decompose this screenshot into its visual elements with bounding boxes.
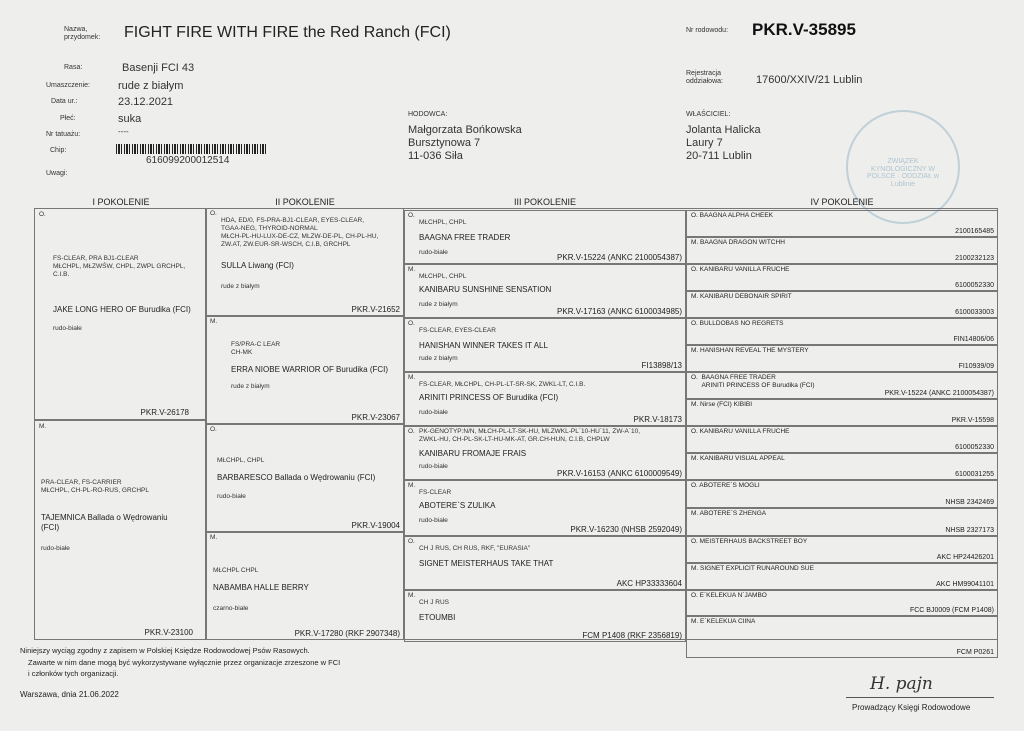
gen1-dam xyxy=(34,420,206,640)
gen-header-3: III POKOLENIE xyxy=(513,197,577,207)
registration-number: 6100052330 xyxy=(955,444,994,451)
gen3-cell-1 xyxy=(404,210,686,264)
gen3-cell-6 xyxy=(404,480,686,536)
registration-value: 17600/XXIV/21 Lublin xyxy=(756,74,863,86)
owner-name: Jolanta Halicka xyxy=(686,124,761,136)
gen-header-4: IV POKOLENIE xyxy=(810,197,874,207)
gen2-cell-3 xyxy=(206,424,404,532)
dog-name: M. KANIBARU VISUAL APPEAL xyxy=(691,455,785,462)
sex-marker: M. xyxy=(408,266,416,273)
breeder-street: Bursztynowa 7 xyxy=(408,137,481,149)
gen4-cell-3 xyxy=(686,264,998,291)
dog-name: M. Nirse (FCI) KIBIBI xyxy=(691,401,753,408)
dog-name: O. KANIBARU VANILLA FRUCHE xyxy=(691,266,790,273)
sex-marker: O. xyxy=(408,538,415,545)
registration-number: PKR.V-15224 (ANKC 2100054387) xyxy=(557,253,682,262)
registration-number: PKR.V-26178 xyxy=(140,408,189,417)
gen4-cell-6 xyxy=(686,345,998,372)
dog-name: M. ABOTERE`S ZHENGA xyxy=(691,510,767,517)
registration-number: 6100031255 xyxy=(955,471,994,478)
dog-name: KANIBARU SUNSHINE SENSATION xyxy=(419,285,552,294)
registration-number: FCM P1408 (RKF 2356819) xyxy=(582,631,682,640)
titles: MŁCHPL CHPL xyxy=(213,567,259,574)
dog-name: JAKE LONG HERO OF Burudika (FCI) xyxy=(53,305,191,314)
dog-name: BAAGNA FREE TRADER xyxy=(419,233,511,242)
registration-number: PKR.V-23100 xyxy=(144,628,193,637)
dog-name: SULLA Liwang (FCI) xyxy=(221,261,294,270)
titles: CH J RUS, CH RUS, RKF, "EURASIA" xyxy=(419,545,531,552)
dog-color: rudo-białe xyxy=(41,545,70,552)
gen4-cell-4 xyxy=(686,291,998,318)
coat-value: rude z białym xyxy=(118,80,184,92)
registration-number: PKR.V-18173 xyxy=(633,415,682,424)
dog-color: rudo-białe xyxy=(419,249,448,256)
registration-number: AKC HM99041101 xyxy=(936,581,994,588)
dog-color: rude z białym xyxy=(221,283,260,290)
gen4-cell-15 xyxy=(686,590,998,616)
dog-name: O. E`KELEKUA N`JAMBO xyxy=(691,592,767,599)
titles: FS-CLEAR, PRA BJ1-CLEAR MŁCHPL, MŁZWŚW, CHPL, ZWPL GRCHPL, C.I.B. xyxy=(53,255,186,279)
registration-number: PKR.V-16230 (NHSB 2592049) xyxy=(570,525,682,534)
registration-number: PKR.V-21652 xyxy=(351,305,400,314)
dog-name: FIGHT FIRE WITH FIRE the Red Ranch (FCI) xyxy=(124,24,451,41)
dog-name: TAJEMNICA Ballada o Wędrowaniu (FCI) xyxy=(41,513,168,533)
tattoo-label: Nr tatuażu: xyxy=(46,131,81,138)
dog-name: BARBARESCO Ballada o Wędrowaniu (FCI) xyxy=(217,473,376,482)
dog-name: HANISHAN WINNER TAKES IT ALL xyxy=(419,341,548,350)
registration-number: FCC BJ0009 (FCM P1408) xyxy=(909,607,994,614)
breed-label: Rasa: xyxy=(64,64,83,71)
titles: MŁCHPL, CHPL xyxy=(217,457,265,464)
gen4-cell-14 xyxy=(686,563,998,590)
gen-header-1: I POKOLENIE xyxy=(92,197,150,207)
signature-line xyxy=(846,697,994,698)
titles: PRA-CLEAR, FS-CARRIER MŁCHPL, CH-PL-RO-RUS, GRCHPL xyxy=(41,479,149,495)
breeder-city: 11-036 Siła xyxy=(408,150,463,162)
registration-label: Rejestracja oddziałowa: xyxy=(686,70,723,86)
owner-city: 20-711 Lublin xyxy=(686,150,752,162)
sex-value: suka xyxy=(118,113,142,125)
gen4-cell-5 xyxy=(686,318,998,345)
dob-label: Data ur.: xyxy=(51,98,78,105)
dog-name: ETOUMBI xyxy=(419,613,456,622)
dog-color: rudo-białe xyxy=(419,463,448,470)
gen3-cell-3 xyxy=(404,318,686,372)
tattoo-value: ---- xyxy=(118,127,129,136)
titles: HDA, ED/0, FS-PRA-BJ1-CLEAR, EYES-CLEAR, TGAA-NEG, THYROID-NORMAL MŁCH-PL-HU-LUX-DE-CZ, MLZW-DE-PL, CH-PL-HU, ZW.AT, ZW.EUR-SR-WSCH, C.I.B, GRCHPL xyxy=(221,217,379,249)
gen4-cell-16 xyxy=(686,616,998,658)
registration-number: FCM P0261 xyxy=(956,649,994,656)
dog-name-label: Nazwa, przydomek: xyxy=(64,26,101,42)
gen2-cell-1 xyxy=(206,208,404,316)
gen4-cell-1 xyxy=(686,210,998,237)
dog-color: rudo-białe xyxy=(419,517,448,524)
gen4-cell-12 xyxy=(686,508,998,536)
sex-marker: O. xyxy=(408,320,415,327)
dog-name: M. SIGNET EXPLICIT RUNAROUND SUE xyxy=(691,565,814,572)
gen3-cell-5 xyxy=(404,426,686,480)
pedigree-number: PKR.V-35895 xyxy=(752,20,856,39)
registration-number: FIN14806/06 xyxy=(953,336,994,343)
gen4-cell-9 xyxy=(686,426,998,453)
titles: FS/PRA-C LEAR CH-MK xyxy=(231,341,281,357)
gen4-cell-2 xyxy=(686,237,998,264)
stamp-text: ZWIĄZEK KYNOLOGICZNY W POLSCE · ODDZIAŁ w Lublinie xyxy=(867,158,939,189)
dob-value: 23.12.2021 xyxy=(118,96,174,108)
signer-role: Prowadzący Księgi Rodowodowe xyxy=(852,703,971,712)
statement-line-2: Zawarte w nim dane mogą być wykorzystywane wyłącznie przez organizacje zrzeszone w FCI xyxy=(28,658,341,667)
place-date: Warszawa, dnia 21.06.2022 xyxy=(20,690,119,699)
sex-marker: M. xyxy=(408,482,416,489)
dog-color: rudo-białe xyxy=(53,325,82,332)
registration-number: AKC HP24426201 xyxy=(936,554,994,561)
registration-number: PKR.V-19004 xyxy=(351,521,400,530)
dog-color: czarno-białe xyxy=(213,605,249,612)
dog-name: O. ABOTERE`S MOGLI xyxy=(691,482,760,489)
dog-color: rudo-białe xyxy=(217,493,246,500)
coat-label: Umaszczenie: xyxy=(46,82,90,89)
titles: CH J RUS xyxy=(419,599,449,606)
titles: MŁCHPL, CHPL xyxy=(419,219,467,226)
dog-name: O. BULLDOBAS NO REGRETS xyxy=(691,320,784,327)
registration-number: PKR.V-15224 (ANKC 2100054387) xyxy=(884,390,994,397)
statement-line-3: i członków tych organizacji. xyxy=(28,669,119,678)
statement-line-1: Niniejszy wyciąg zgodny z zapisem w Polskiej Księdze Rodowodowej Psów Rasowych. xyxy=(20,646,310,655)
notes-label: Uwagi: xyxy=(46,170,68,177)
dog-name: NABAMBA HALLE BERRY xyxy=(213,583,309,592)
dog-color: rudo-białe xyxy=(419,409,448,416)
gen3-cell-8 xyxy=(404,590,686,642)
dog-name: M. KANIBARU DEBONAIR SPIRIT xyxy=(691,293,792,300)
registration-number: 6100033003 xyxy=(955,309,994,316)
gen3-cell-4 xyxy=(404,372,686,426)
breeder-label: HODOWCA: xyxy=(408,111,448,118)
dog-name: O. MEISTERHAUS BACKSTREET BOY xyxy=(691,538,808,545)
chip-label: Chip: xyxy=(50,147,67,154)
dog-name: O. KANIBARU VANILLA FRUCHE xyxy=(691,428,790,435)
gen2-cell-4 xyxy=(206,532,404,640)
gen4-cell-7 xyxy=(686,372,998,399)
dog-color: rude z białym xyxy=(419,355,458,362)
registration-number: NHSB 2342469 xyxy=(945,499,994,506)
sex-marker: M. xyxy=(408,592,416,599)
registration-number: FI10939/09 xyxy=(958,363,994,370)
gen4-cell-11 xyxy=(686,480,998,508)
registration-number: 6100052330 xyxy=(955,282,994,289)
dog-name: ABOTERE`S ZULIKA xyxy=(419,501,496,510)
owner-street: Laury 7 xyxy=(686,137,723,149)
chip-number: 616099200012514 xyxy=(146,155,230,166)
dog-name: O. BAAGNA ALPHA CHEEK xyxy=(691,212,774,219)
breeder-name: Małgorzata Bońkowska xyxy=(408,124,522,136)
dog-color: rude z białym xyxy=(419,301,458,308)
breed-value: Basenji FCI 43 xyxy=(122,62,195,74)
dog-name: KANIBARU FROMAJE FRAIS xyxy=(419,449,527,458)
gen4-cell-8 xyxy=(686,399,998,426)
dog-name: O. BAAGNA FREE TRADER ARINITI PRINCESS OF Burudika (FCI) xyxy=(691,374,815,390)
registration-number: 2100232123 xyxy=(955,255,994,262)
gen-header-2: II POKOLENIE xyxy=(275,197,335,207)
registration-number: PKR.V-17280 (RKF 2907348) xyxy=(294,629,400,638)
gen2-cell-2 xyxy=(206,316,404,424)
dog-name: ERRA NIOBE WARRIOR OF Burudika (FCI) xyxy=(231,365,389,374)
sex-marker: M. xyxy=(408,374,416,381)
registration-number: AKC HP33333604 xyxy=(616,579,682,588)
owner-label: WŁAŚCICIEL: xyxy=(686,111,731,118)
sex-marker: M. xyxy=(210,534,218,541)
gen3-cell-2 xyxy=(404,264,686,318)
dog-name: M. BAAGNA DRAGON WITCHH xyxy=(691,239,785,246)
dog-color: rude z białym xyxy=(231,383,270,390)
dog-name: M. HANISHAN REVEAL THE MYSTERY xyxy=(691,347,809,354)
gen4-cell-10 xyxy=(686,453,998,480)
dog-name: M. E`KELEKUA CIINA xyxy=(691,618,756,625)
registration-number: 2100165485 xyxy=(955,228,994,235)
pedigree-number-label: Nr rodowodu: xyxy=(686,27,729,34)
registration-number: PKR.V-16153 (ANKC 6100009549) xyxy=(557,469,682,478)
dog-name: ARINITI PRINCESS OF Burudika (FCI) xyxy=(419,393,559,402)
titles: FS-CLEAR, MŁCHPL, CH-PL-LT-SR-SK, ZWKL-LT, C.I.B. xyxy=(419,381,586,388)
sex-marker: M. xyxy=(210,318,218,325)
titles: FS-CLEAR xyxy=(419,489,452,496)
chip-barcode xyxy=(116,144,268,154)
registration-number: PKR.V-15598 xyxy=(951,417,994,424)
registration-number: PKR.V-17163 (ANKC 6100034985) xyxy=(557,307,682,316)
registration-number: FI13898/13 xyxy=(641,361,682,370)
signature: H. pajn xyxy=(870,674,933,694)
sex-marker: O. xyxy=(210,426,217,433)
gen1-sire xyxy=(34,208,206,420)
titles: PK-GENOTYP:N/N, MŁCH-PL-LT-SK-HU, MLZWKL-PL`10-HU`11, ZW-A`10, ZWKL-HU, CH-PL-SK-LT-HU-MK-AT, GR.CH-HUN, C.I.B, CHPLW xyxy=(419,428,641,444)
titles: FS-CLEAR, EYES-CLEAR xyxy=(419,327,496,334)
sex-label: Płeć: xyxy=(60,115,76,122)
sex-marker: O. xyxy=(39,211,46,218)
titles: MŁCHPL, CHPL xyxy=(419,273,467,280)
registration-number: NHSB 2327173 xyxy=(945,527,994,534)
sex-marker: M. xyxy=(39,423,47,430)
sex-marker: O. xyxy=(210,210,217,217)
sex-marker: O. xyxy=(408,212,415,219)
registration-number: PKR.V-23067 xyxy=(351,413,400,422)
gen4-cell-13 xyxy=(686,536,998,563)
sex-marker: O. xyxy=(408,428,415,435)
dog-name: SIGNET MEISTERHAUS TAKE THAT xyxy=(419,559,554,568)
gen3-cell-7 xyxy=(404,536,686,590)
